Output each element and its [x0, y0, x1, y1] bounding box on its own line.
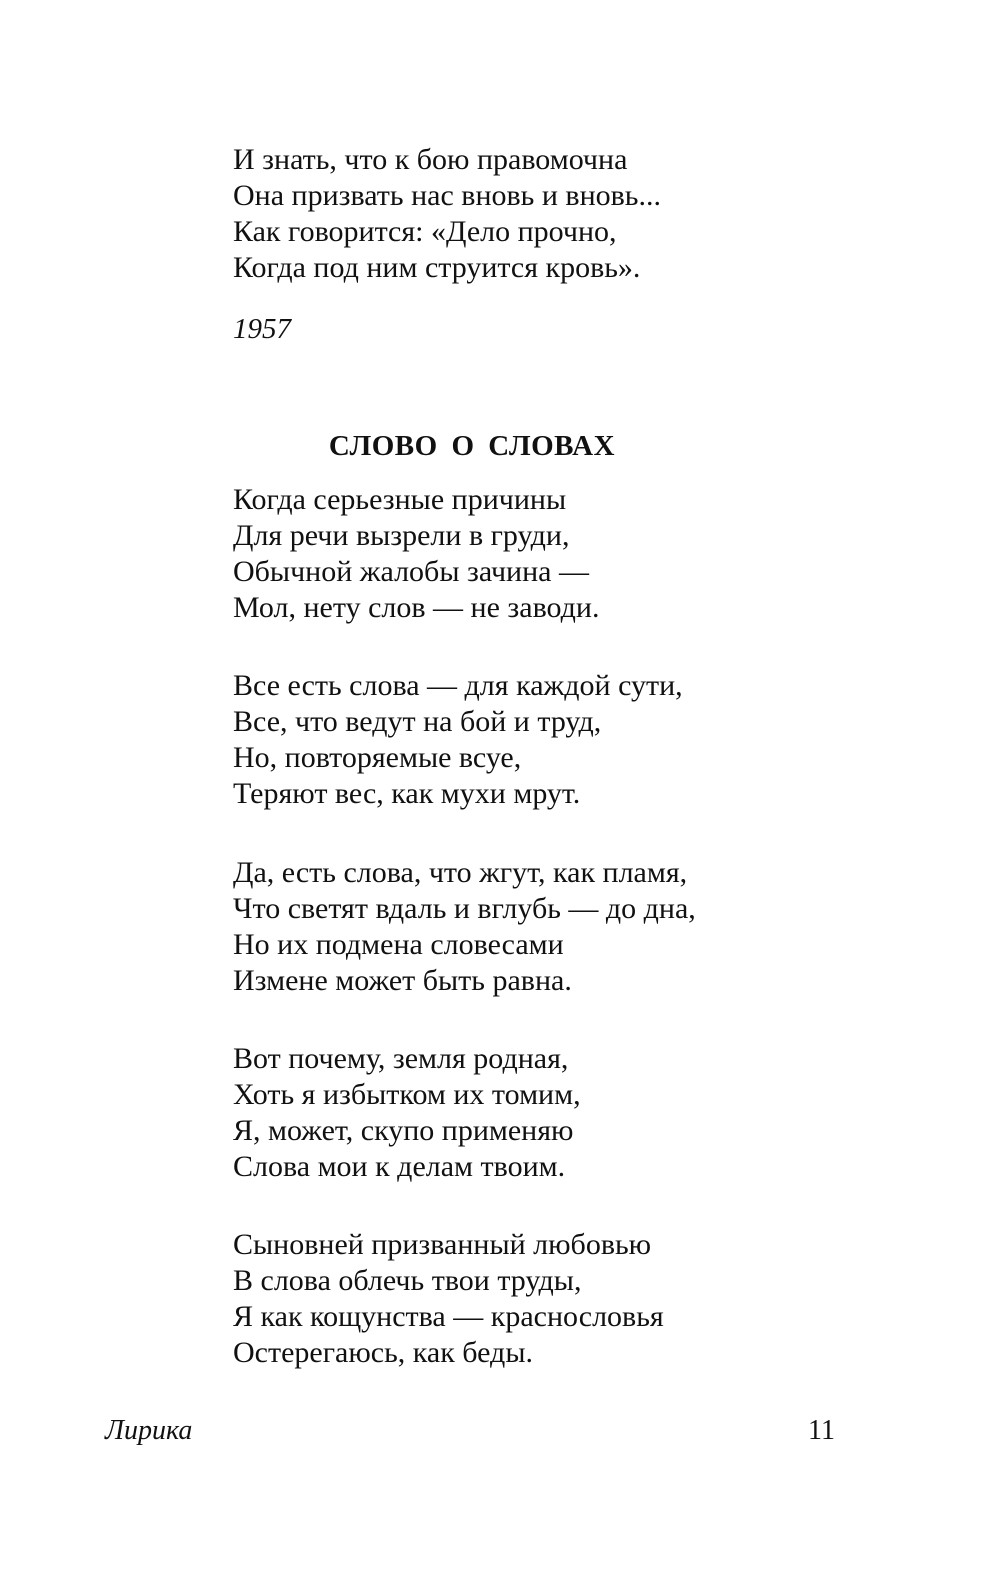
verse-line: Но их подмена словесами [233, 928, 564, 961]
verse-line: Обычной жалобы зачина — [233, 555, 589, 588]
verse-line: Все, что ведут на бой и труд, [233, 705, 602, 738]
poem-year: 1957 [233, 313, 291, 345]
poem-title: СЛОВО О СЛОВАХ [328, 430, 616, 462]
verse-line: И знать, что к бою правомочна [233, 143, 628, 176]
verse-line: Слова мои к делам твоим. [233, 1150, 566, 1183]
verse-line: Когда под ним струится кровь». [233, 251, 641, 284]
running-footer-section: Лирика [105, 1415, 193, 1446]
page-number: 11 [808, 1415, 835, 1446]
verse-line: Измене может быть равна. [233, 964, 572, 997]
verse-line: Она призвать нас вновь и вновь... [233, 179, 661, 212]
stanza-2 [233, 668, 793, 812]
verse-line: Я как кощунства — краснословья [233, 1300, 664, 1333]
stanza-4 [233, 1041, 793, 1185]
verse-line: Все есть слова — для каждой сути, [233, 669, 683, 702]
verse-line: Что светят вдаль и вглубь — до дна, [233, 892, 696, 925]
verse-line: Хоть я избытком их томим, [233, 1078, 581, 1111]
verse-line: Вот почему, земля родная, [233, 1042, 569, 1075]
stanza-5 [233, 1227, 793, 1371]
stanza-3 [233, 855, 793, 999]
verse-line: Теряют вес, как мухи мрут. [233, 777, 581, 810]
verse-line: Я, может, скупо применяю [233, 1114, 574, 1147]
verse-line: Да, есть слова, что жгут, как пламя, [233, 856, 688, 889]
intro-stanza [233, 142, 793, 286]
verse-line: Как говорится: «Дело прочно, [233, 215, 617, 248]
stanza-1 [233, 482, 793, 626]
verse-line: В слова облечь твои труды, [233, 1264, 582, 1297]
verse-line: Но, повторяемые всуе, [233, 741, 522, 774]
verse-line: Для речи вызрели в груди, [233, 519, 570, 552]
verse-line: Сыновней призванный любовью [233, 1228, 652, 1261]
verse-line: Когда серьезные причины [233, 483, 567, 516]
verse-line: Мол, нету слов — не заводи. [233, 591, 600, 624]
verse-line: Остерегаюсь, как беды. [233, 1336, 533, 1369]
